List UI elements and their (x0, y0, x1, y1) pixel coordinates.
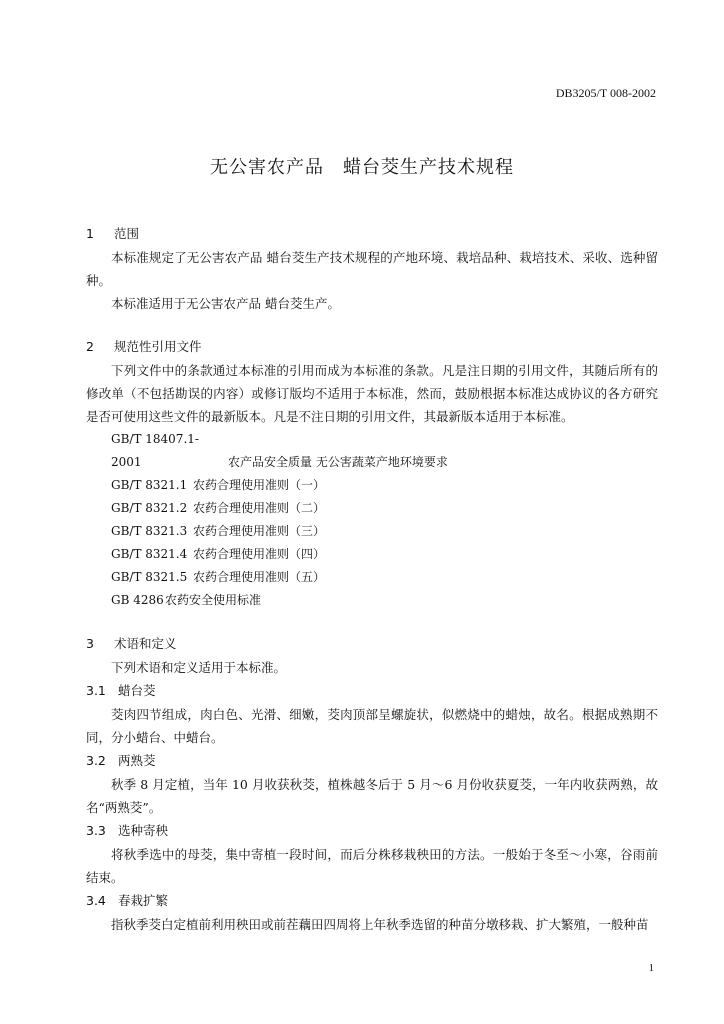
paragraph: 下列文件中的条款通过本标准的引用而成为本标准的条款。凡是注日期的引用文件，其随后所有的修改单（不包括勘误的内容）或修订版均不适用于本标准，然而，鼓励根据本标准达成协议的各方研究是否可使用这些文件的最新版本。凡是不注日期的引用文件，其最新版本适用于本标准。 (86, 363, 658, 424)
section-heading: 2 规范性引用文件 (86, 339, 202, 354)
reference-item: GB/T 8321.2 农药合理使用准则（二） (111, 501, 326, 515)
page-number: 1 (648, 962, 654, 974)
paragraph: 下列术语和定义适用于本标准。 (111, 660, 287, 675)
subsection-heading: 3.3 选种寄秧 (86, 823, 169, 838)
paragraph: 秋季 8 月定植，当年 10 月收获秋茭，植株越冬后于 5 月～6 月份收获夏茭，一年内收获两熟，故名“两熟茭”。 (86, 777, 658, 815)
document-title: 无公害农产品 蜡台茭生产技术规程 (210, 157, 514, 178)
reference-item: GB/T 8321.1 农药合理使用准则（一） (111, 478, 326, 492)
document-code: DB3205/T 008-2002 (555, 86, 656, 100)
subsection-heading: 3.1 蜡台茭 (86, 683, 156, 698)
reference-item: GB/T 8321.4 农药合理使用准则（四） (111, 547, 326, 561)
section-heading: 3 术语和定义 (86, 636, 177, 651)
paragraph: 茭肉四节组成，肉白色、光滑、细嫩，茭肉顶部呈螺旋状，似燃烧中的蜡烛，故名。根据成熟期不同，分小蜡台、中蜡台。 (86, 707, 658, 745)
paragraph: 指秋季茭白定植前利用秧田或前茬藕田四周将上年秋季选留的种苗分墩移栽、扩大繁殖，一般种苗 (111, 917, 649, 932)
paragraph: 将秋季选中的母茭，集中寄植一段时间，而后分株移栽秧田的方法。一般始于冬至～小寒，谷雨前结束。 (86, 847, 658, 885)
subsection-heading: 3.4 春栽扩繁 (86, 893, 169, 908)
paragraph: 本标准适用于无公害农产品 蜡台茭生产。 (111, 296, 340, 311)
subsection-heading: 3.2 两熟茭 (86, 753, 156, 768)
reference-item: GB/T 8321.5 农药合理使用准则（五） (111, 570, 326, 584)
reference-item: GB/T 18407.1-2001 农产品安全质量 无公害蔬菜产地环境要求 (111, 432, 448, 469)
section-heading: 1 范围 (86, 226, 140, 241)
reference-item: GB 4286农药安全使用标准 (111, 593, 262, 607)
reference-item: GB/T 8321.3 农药合理使用准则（三） (111, 524, 326, 538)
document-body (86, 222, 658, 936)
paragraph: 本标准规定了无公害农产品 蜡台茭生产技术规程的产地环境、栽培品种、栽培技术、采收、选种留种。 (86, 250, 658, 288)
